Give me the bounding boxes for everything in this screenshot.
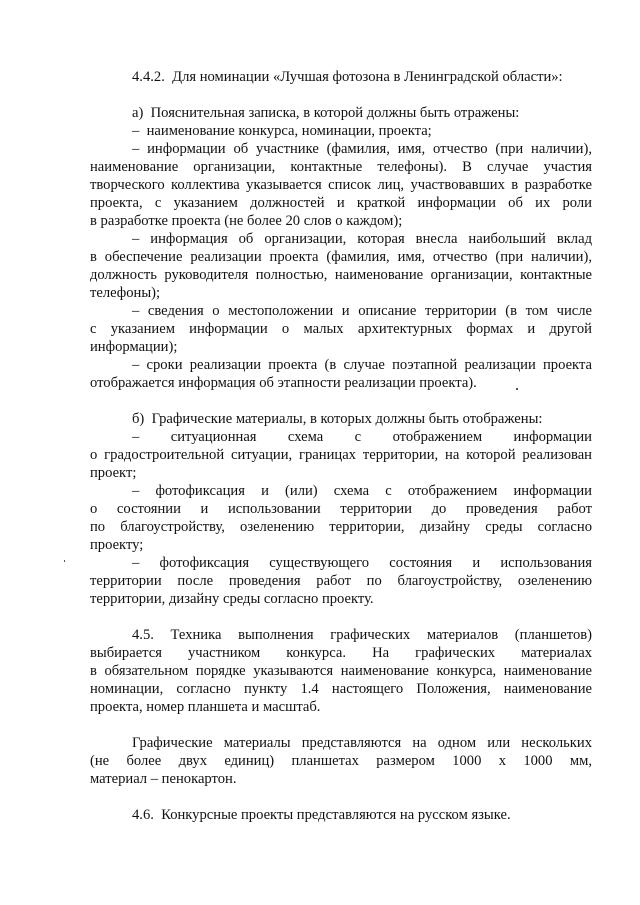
section-a-line: должность руководителя полностью, наименование организации, контактные xyxy=(90,267,592,283)
section-a-line: в обеспечение реализации проекта (фамилия, имя, отчество (при наличии), xyxy=(90,249,592,265)
section-a-line: – наименование конкурса, номинации, проекта; xyxy=(132,123,432,139)
section-4-5-line: выбирается участником конкурса. На графических материалах xyxy=(90,645,592,661)
section-a-line: – сведения о местоположении и описание территории (в том числе xyxy=(132,303,592,319)
section-4-5-line: 4.5. Техника выполнения графических материалов (планшетов) xyxy=(132,627,592,643)
section-a-line: отображается информация об этапности реализации проекта). xyxy=(90,375,477,391)
section-b-line: о градостроительной ситуации, границах территории, на которой реализован xyxy=(90,447,592,463)
section-b-line: – фотофиксация и (или) схема с отображением информации xyxy=(132,483,592,499)
section-b-line: – фотофиксация существующего состояния и использования xyxy=(132,555,592,571)
heading-4-4-2: 4.4.2. Для номинации «Лучшая фотозона в Ленинградской области»: xyxy=(132,69,563,85)
section-b-line: территории после проведения работ по благоустройству, озеленению xyxy=(90,573,592,589)
section-a-line: информации); xyxy=(90,339,178,355)
section-a-line: телефоны); xyxy=(90,285,161,301)
section-a-line: с указанием информации о малых архитектурных формах и другой xyxy=(90,321,592,337)
graphics-para-line: (не более двух единиц) планшетах размером 1000 х 1000 мм, xyxy=(90,753,592,769)
section-b-line: проект; xyxy=(90,465,137,481)
graphics-para-line: Графические материалы представляются на одном или нескольких xyxy=(132,735,592,751)
section-a-line: проекта, с указанием должностей и краткой информации об их роли xyxy=(90,195,592,211)
scan-speck xyxy=(516,388,518,390)
section-4-5-line: проекта, номер планшета и масштаб. xyxy=(90,699,321,715)
section-b-line: по благоустройству, озеленению территории, дизайну среды согласно xyxy=(90,519,592,535)
section-b-line: – ситуационная схема с отображением информации xyxy=(132,429,592,445)
section-a-line: творческого коллектива указывается список лиц, участвовавших в разработке xyxy=(90,177,592,193)
section-4-5-line: в обязательном порядке указываются наименование конкурса, наименование xyxy=(90,663,592,679)
section-a-line: в разработке проекта (не более 20 слов о каждом); xyxy=(90,213,403,229)
section-a-line: наименование организации, контактные телефоны). В случае участия xyxy=(90,159,592,175)
section-b-line: территории, дизайну среды согласно проекту. xyxy=(90,591,374,607)
scan-speck xyxy=(64,560,65,562)
section-a-line: – сроки реализации проекта (в случае поэтапной реализации проекта xyxy=(132,357,592,373)
graphics-para-line: материал – пенокартон. xyxy=(90,771,237,787)
section-4-6: 4.6. Конкурсные проекты представляются на русском языке. xyxy=(132,807,511,823)
section-b-line: о состоянии и использовании территории до проведения работ xyxy=(90,501,592,517)
section-a-line: – информации об участнике (фамилия, имя, отчество (при наличии), xyxy=(132,141,592,157)
section-4-5-line: номинации, согласно пункту 1.4 настоящего Положения, наименование xyxy=(90,681,592,697)
section-b-line: проекту; xyxy=(90,537,144,553)
section-b-intro: б) Графические материалы, в которых должны быть отображены: xyxy=(132,411,543,427)
section-a-line: – информация об организации, которая внесла наибольший вклад xyxy=(132,231,592,247)
section-a-intro: а) Пояснительная записка, в которой должны быть отражены: xyxy=(132,105,520,121)
